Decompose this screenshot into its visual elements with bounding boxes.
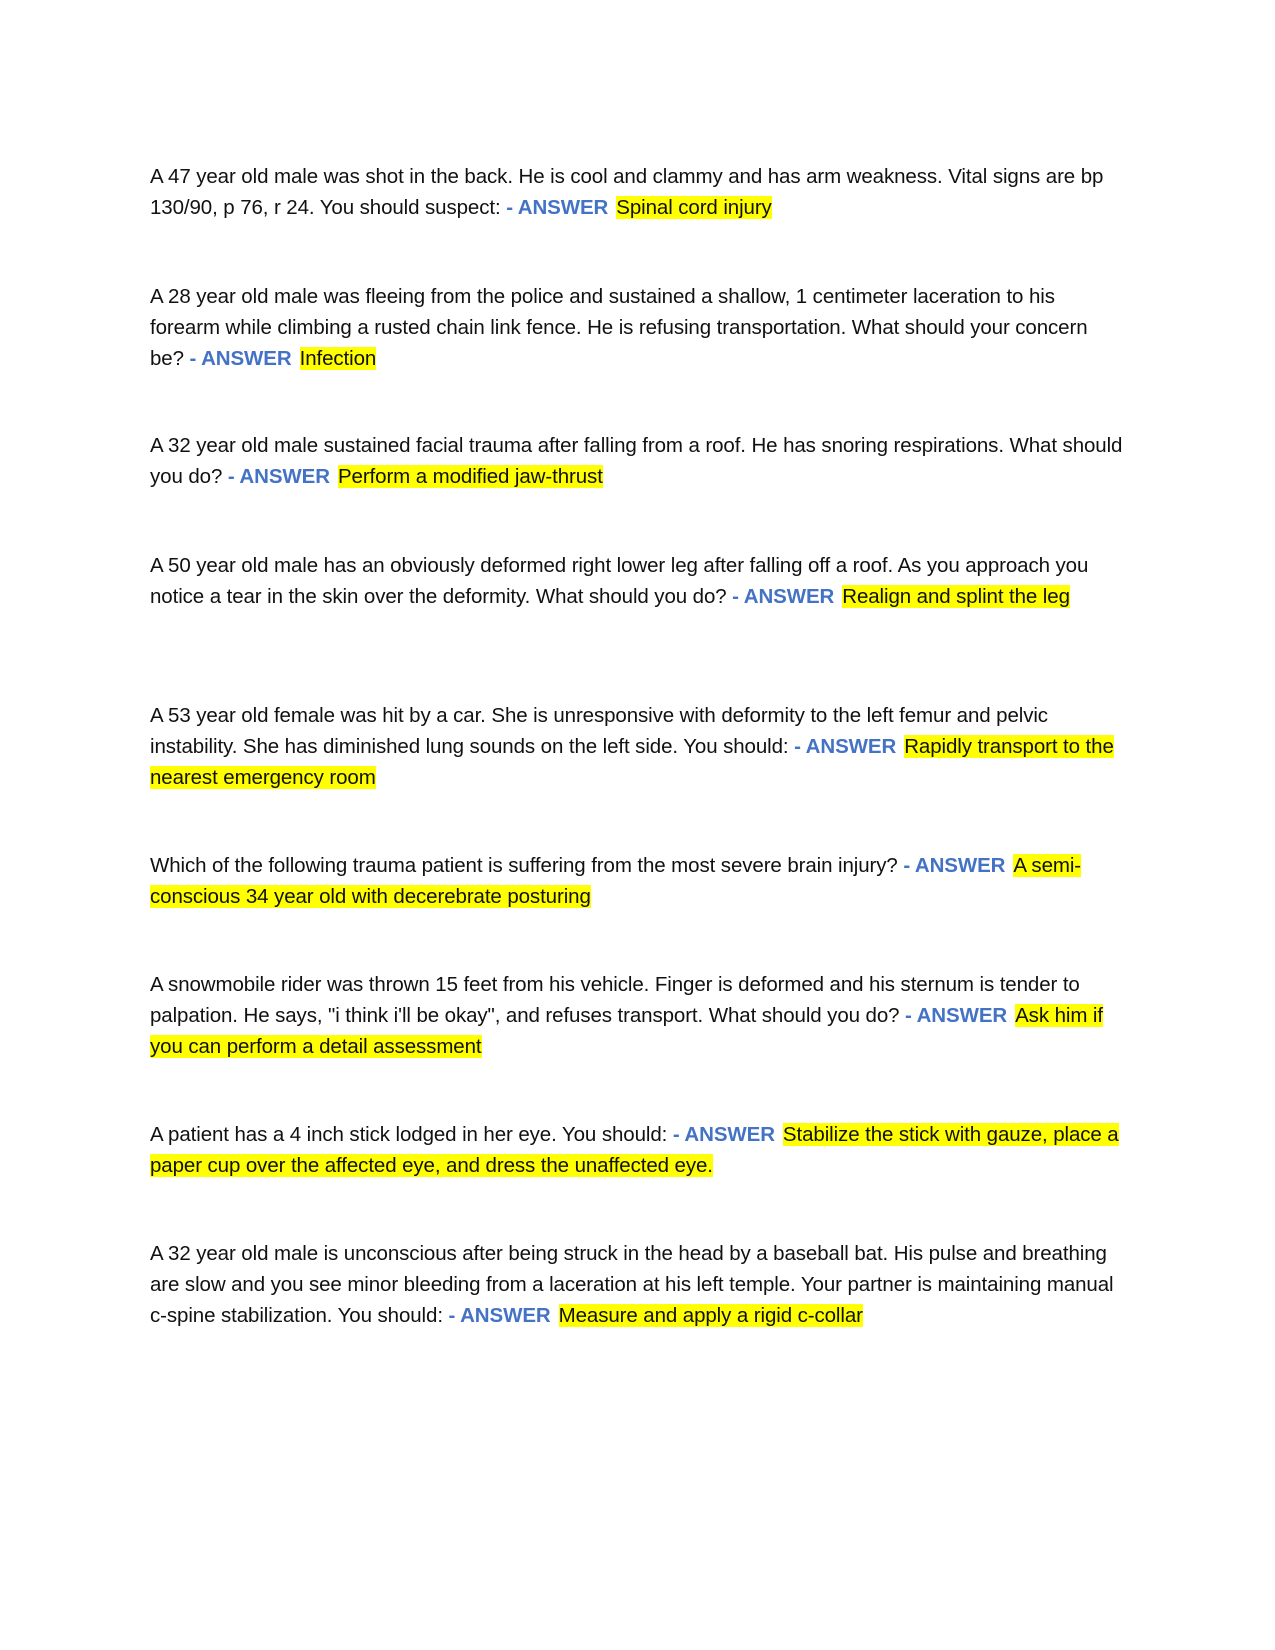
answer-marker: - ANSWER [672, 1122, 775, 1146]
answer-text: Ask him if you can perform a detail assessment [150, 1003, 1103, 1058]
qa-item-8 [150, 1119, 1125, 1181]
qa-item-9 [150, 1238, 1125, 1331]
answer-text: Rapidly transport to the nearest emergency room [150, 734, 1114, 789]
answer-marker: - ANSWER [905, 1003, 1008, 1027]
answer-text: Measure and apply a rigid c-collar [558, 1303, 863, 1327]
answer-marker: - ANSWER [227, 464, 330, 488]
answer-text: Spinal cord injury [616, 195, 772, 219]
answer-marker: - ANSWER [189, 346, 292, 370]
qa-item-5 [150, 700, 1125, 793]
answer-text: Infection [299, 346, 377, 370]
question-text: A patient has a 4 inch stick lodged in her eye. You should: [150, 1122, 668, 1146]
answer-marker: - ANSWER [506, 195, 609, 219]
question-text: A 28 year old male was fleeing from the police and sustained a shallow, 1 centimeter laceration to his forearm while climbing a rusted chain link fence. He is refusing transportation. What should your concern be? [150, 284, 1088, 370]
question-text: A 53 year old female was hit by a car. She is unresponsive with deformity to the left femur and pelvic instability. She has diminished lung sounds on the left side. You should: [150, 703, 1048, 758]
answer-text: Stabilize the stick with gauze, place a paper cup over the affected eye, and dress the unaffected eye. [150, 1122, 1119, 1177]
qa-item-7 [150, 969, 1125, 1062]
answer-marker: - ANSWER [448, 1303, 551, 1327]
question-text: A 32 year old male is unconscious after being struck in the head by a baseball bat. His pulse and breathing are slow and you see minor bleeding from a laceration at his left temple. Your partner is maintaining manual c-spine stabilization. You should: [150, 1241, 1114, 1327]
qa-item-4 [150, 550, 1125, 612]
question-text: A 32 year old male sustained facial trauma after falling from a roof. He has snoring respirations. What should you do? [150, 433, 1123, 488]
qa-item-6 [150, 850, 1125, 912]
answer-marker: - ANSWER [732, 584, 835, 608]
question-text: A snowmobile rider was thrown 15 feet from his vehicle. Finger is deformed and his sternum is tender to palpation. He says, "i think i'll be okay", and refuses transport. What should you do? [150, 972, 1080, 1027]
qa-item-2 [150, 281, 1125, 374]
answer-marker: - ANSWER [794, 734, 897, 758]
question-text: Which of the following trauma patient is suffering from the most severe brain injury? [150, 853, 898, 877]
answer-marker: - ANSWER [903, 853, 1006, 877]
qa-item-3 [150, 430, 1125, 492]
answer-text: Realign and splint the leg [842, 584, 1070, 608]
answer-text: Perform a modified jaw-thrust [337, 464, 603, 488]
answer-text: A semi-conscious 34 year old with decerebrate posturing [150, 853, 1082, 908]
question-text: A 50 year old male has an obviously deformed right lower leg after falling off a roof. As you approach you notice a tear in the skin over the deformity. What should you do? [150, 553, 1089, 608]
question-text: A 47 year old male was shot in the back. He is cool and clammy and has arm weakness. Vital signs are bp 130/90, p 76, r 24. You should suspect: [150, 164, 1104, 219]
qa-item-1 [150, 161, 1125, 223]
